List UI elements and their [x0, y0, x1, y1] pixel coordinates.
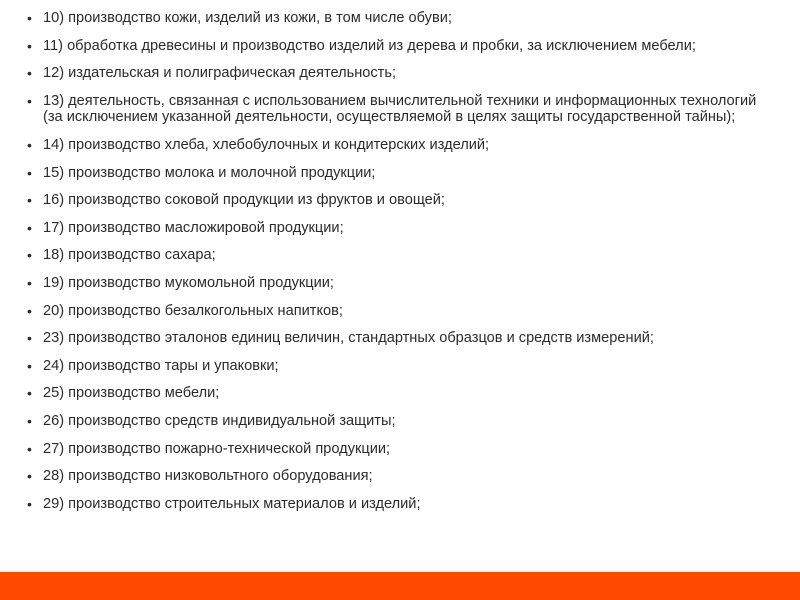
list-item	[27, 330, 767, 347]
list-item-text: 16) производство соковой продукции из фруктов и овощей;	[43, 192, 445, 209]
bullet-icon: •	[27, 440, 32, 457]
list-item	[27, 358, 767, 375]
list-item	[27, 468, 767, 485]
list-item	[27, 137, 767, 154]
bullet-icon: •	[27, 357, 32, 374]
list-item-text: 10) производство кожи, изделий из кожи, в том числе обуви;	[43, 10, 452, 26]
list-item-text: 13) деятельность, связанная с использованием вычислительной техники и информационных технологий (за исключением указанной деятельности, осуществляемой в целях защиты государственной тайны);	[43, 92, 757, 126]
bullet-icon: •	[27, 92, 32, 109]
list-item-text: 28) производство низковольтного оборудования;	[43, 468, 373, 485]
list-item-text: 26) производство средств индивидуальной защиты;	[43, 412, 396, 429]
bullet-icon: •	[27, 192, 32, 209]
list-item	[27, 220, 767, 237]
bullet-icon: •	[27, 330, 32, 347]
bullet-icon: •	[27, 302, 32, 319]
list-item	[27, 275, 767, 292]
list-item	[27, 385, 767, 402]
bullet-icon: •	[27, 164, 32, 181]
list-item-text: 29) производство строительных материалов и изделий;	[43, 495, 421, 512]
list-item-text: 18) производство сахара;	[43, 247, 216, 264]
list-item-text: 17) производство масложировой продукции;	[43, 219, 344, 236]
list-item-text: 20) производство безалкогольных напитков;	[43, 302, 343, 319]
list-item	[27, 65, 767, 82]
list-item-text: 14) производство хлеба, хлебобулочных и кондитерских изделий;	[43, 136, 490, 153]
list-item-text: 27) производство пожарно-технической продукции;	[43, 440, 391, 457]
list-item	[27, 38, 767, 55]
list-item	[27, 165, 767, 182]
bullet-icon: •	[27, 274, 32, 291]
list-item	[27, 247, 767, 264]
list-item-text: 19) производство мукомольной продукции;	[43, 274, 334, 291]
bullet-list	[27, 10, 767, 523]
bullet-icon: •	[27, 468, 32, 485]
list-item-text: 12) издательская и полиграфическая деятельность;	[43, 65, 397, 82]
bullet-icon: •	[27, 385, 32, 402]
bullet-icon: •	[27, 247, 32, 264]
footer-accent-bar	[0, 572, 800, 600]
list-item-text: 24) производство тары и упаковки;	[43, 357, 279, 374]
list-item	[27, 10, 767, 27]
bullet-icon: •	[27, 136, 32, 153]
bullet-icon: •	[27, 219, 32, 236]
bullet-icon: •	[27, 65, 32, 82]
bullet-icon: •	[27, 10, 32, 26]
list-item-text: 11) обработка древесины и производство изделий из дерева и пробки, за исключением мебели;	[43, 37, 696, 54]
list-item	[27, 441, 767, 458]
list-item-text: 15) производство молока и молочной продукции;	[43, 164, 376, 181]
list-item	[27, 413, 767, 430]
bullet-icon: •	[27, 495, 32, 512]
list-item	[27, 303, 767, 320]
bullet-icon: •	[27, 37, 32, 54]
list-item	[27, 93, 767, 126]
list-item	[27, 496, 767, 513]
list-item-text: 23) производство эталонов единиц величин, стандартных образцов и средств измерений;	[43, 330, 654, 347]
bullet-icon: •	[27, 412, 32, 429]
list-item-text: 25) производство мебели;	[43, 385, 220, 402]
list-item	[27, 192, 767, 209]
